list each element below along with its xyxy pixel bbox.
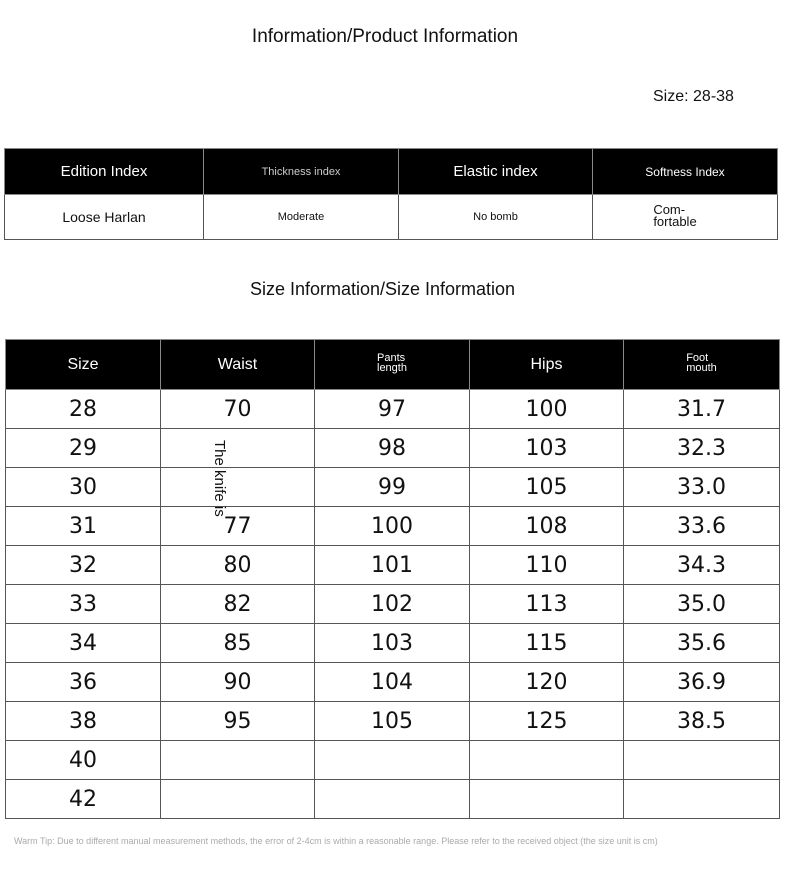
hips-cell: 100	[470, 390, 624, 429]
table-row	[6, 390, 780, 429]
value-softness: Com- fortable	[653, 201, 697, 229]
pants-length-cell: 105	[315, 702, 470, 741]
foot-mouth-cell: 33.0	[624, 468, 780, 507]
foot-mouth-cell	[624, 780, 780, 819]
header-hips: Hips	[470, 340, 624, 390]
size-cell: 31	[6, 507, 161, 546]
hips-cell	[470, 741, 624, 780]
table-row	[6, 546, 780, 585]
foot-mouth-cell: 32.3	[624, 429, 780, 468]
waist-cell: 70	[161, 390, 315, 429]
waist-cell	[161, 741, 315, 780]
size-cell: 34	[6, 624, 161, 663]
size-cell: 33	[6, 585, 161, 624]
table-row	[6, 624, 780, 663]
header-edition-index: Edition Index	[5, 149, 204, 195]
size-range-label: Size: 28-38	[653, 88, 734, 105]
foot-mouth-cell: 35.0	[624, 585, 780, 624]
product-info-value-row	[5, 195, 778, 240]
waist-cell: 85	[161, 624, 315, 663]
hips-cell: 110	[470, 546, 624, 585]
size-table	[5, 339, 780, 819]
waist-cell: 82	[161, 585, 315, 624]
foot-mouth-cell: 35.6	[624, 624, 780, 663]
hips-cell: 105	[470, 468, 624, 507]
size-cell: 28	[6, 390, 161, 429]
table-row	[6, 429, 780, 468]
pants-length-cell: 103	[315, 624, 470, 663]
pants-length-cell: 100	[315, 507, 470, 546]
table-row	[6, 585, 780, 624]
pants-length-cell	[315, 780, 470, 819]
foot-mouth-cell: 34.3	[624, 546, 780, 585]
waist-cell: 77	[161, 507, 315, 546]
hips-cell: 103	[470, 429, 624, 468]
size-cell: 29	[6, 429, 161, 468]
waist-cell	[161, 468, 315, 507]
header-size: Size	[6, 340, 161, 390]
product-info-header-row	[5, 149, 778, 195]
value-edition: Loose Harlan	[5, 195, 204, 240]
header-waist: Waist	[161, 340, 315, 390]
waist-vertical-note: The knife is	[211, 440, 228, 517]
hips-cell: 125	[470, 702, 624, 741]
header-softness-index: Softness Index	[593, 149, 778, 195]
waist-cell: 90	[161, 663, 315, 702]
hips-cell: 113	[470, 585, 624, 624]
waist-cell: 95	[161, 702, 315, 741]
pants-length-cell: 102	[315, 585, 470, 624]
warm-tip: Warm Tip: Due to different manual measurement methods, the error of 2-4cm is within a reasonable range. Please refer to the received object (the size unit is cm)	[14, 836, 658, 846]
pants-length-cell: 99	[315, 468, 470, 507]
hips-cell: 120	[470, 663, 624, 702]
header-foot-mouth: Foot mouth	[686, 352, 717, 374]
table-row	[6, 741, 780, 780]
hips-cell: 115	[470, 624, 624, 663]
table-row	[6, 468, 780, 507]
foot-mouth-cell: 33.6	[624, 507, 780, 546]
product-info-table	[4, 148, 778, 240]
size-cell: 36	[6, 663, 161, 702]
table-row	[6, 702, 780, 741]
size-information-title: Size Information/Size Information	[249, 279, 516, 299]
value-elastic: No bomb	[399, 195, 593, 240]
pants-length-cell: 98	[315, 429, 470, 468]
table-row	[6, 507, 780, 546]
table-row	[6, 663, 780, 702]
size-cell: 42	[6, 780, 161, 819]
size-table-header-row	[6, 340, 780, 390]
foot-mouth-cell: 31.7	[624, 390, 780, 429]
header-elastic-index: Elastic index	[399, 149, 593, 195]
pants-length-cell	[315, 741, 470, 780]
hips-cell	[470, 780, 624, 819]
waist-cell	[161, 429, 315, 468]
header-thickness-index: Thickness index	[204, 149, 399, 195]
pants-length-cell: 101	[315, 546, 470, 585]
pants-length-cell: 104	[315, 663, 470, 702]
hips-cell: 108	[470, 507, 624, 546]
size-cell: 32	[6, 546, 161, 585]
foot-mouth-cell: 36.9	[624, 663, 780, 702]
table-row	[6, 780, 780, 819]
value-thickness: Moderate	[204, 195, 399, 240]
foot-mouth-cell: 38.5	[624, 702, 780, 741]
size-cell: 30	[6, 468, 161, 507]
pants-length-cell: 97	[315, 390, 470, 429]
foot-mouth-cell	[624, 741, 780, 780]
product-information-title: Information/Product Information	[251, 26, 519, 47]
size-cell: 38	[6, 702, 161, 741]
waist-cell: 80	[161, 546, 315, 585]
waist-cell	[161, 780, 315, 819]
header-pants-length: Pants length	[377, 352, 407, 374]
size-cell: 40	[6, 741, 161, 780]
